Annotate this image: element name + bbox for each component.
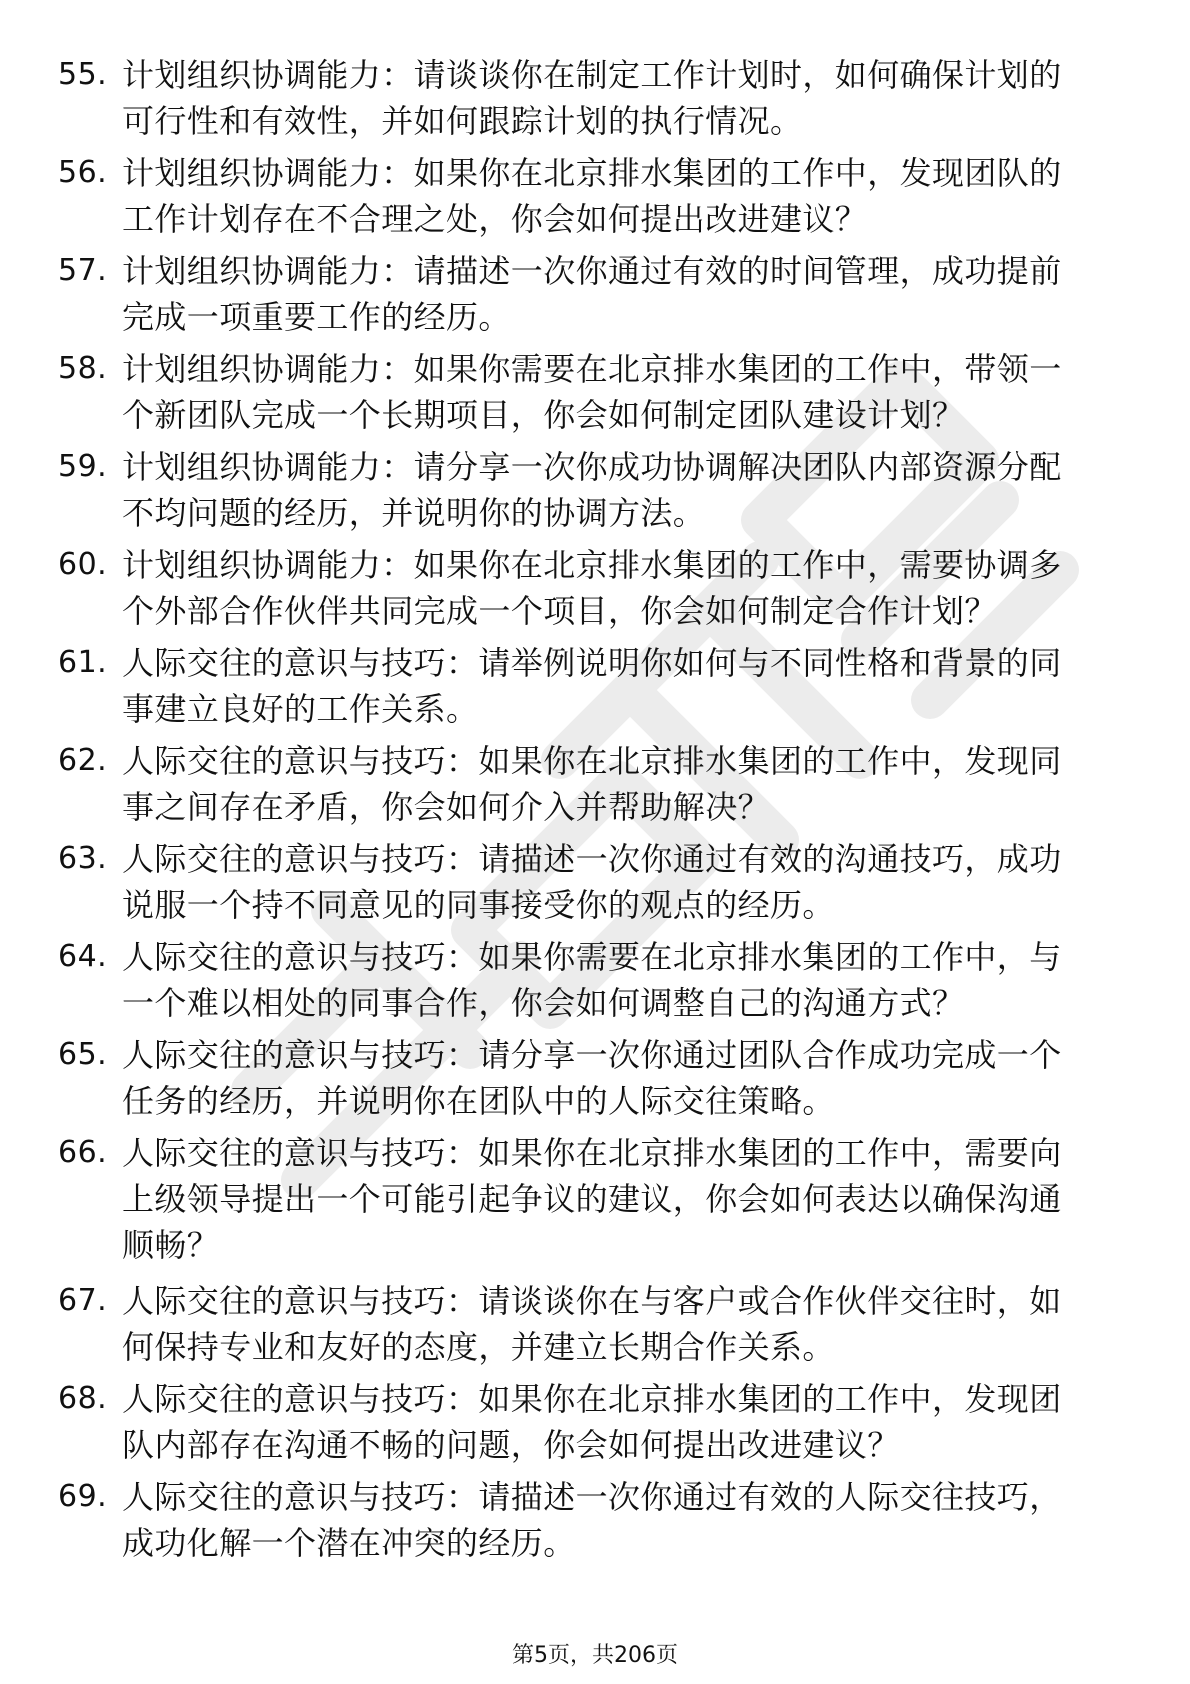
question-text: 人际交往的意识与技巧：如果你在北京排水集团的工作中，发现同事之间存在矛盾，你会如何介入并帮助解决？ [122,742,1062,826]
question-text: 计划组织协调能力：请谈谈你在制定工作计划时，如何确保计划的可行性和有效性，并如何跟踪计划的执行情况。 [122,56,1062,140]
question-number: 57. [58,253,108,288]
question-item [58,542,1118,634]
question-item [58,1130,1118,1272]
question-number: 69. [58,1479,108,1514]
question-item [58,1278,1118,1370]
question-text: 计划组织协调能力：请分享一次你成功协调解决团队内部资源分配不均问题的经历，并说明你的协调方法。 [122,448,1062,532]
question-item [58,444,1118,536]
question-number: 59. [58,449,108,484]
question-item [58,836,1118,928]
question-number: 66. [58,1135,108,1170]
question-number: 64. [58,939,108,974]
question-item [58,1474,1118,1566]
question-item [58,738,1118,830]
question-item [58,52,1118,144]
question-text: 人际交往的意识与技巧：请描述一次你通过有效的沟通技巧，成功说服一个持不同意见的同事接受你的观点的经历。 [122,840,1062,924]
question-number: 61. [58,645,108,680]
question-text: 人际交往的意识与技巧：如果你需要在北京排水集团的工作中，与一个难以相处的同事合作，你会如何调整自己的沟通方式？ [122,938,1062,1022]
question-text: 人际交往的意识与技巧：请分享一次你通过团队合作成功完成一个任务的经历，并说明你在团队中的人际交往策略。 [122,1036,1062,1120]
question-item [58,640,1118,732]
question-text: 人际交往的意识与技巧：请举例说明你如何与不同性格和背景的同事建立良好的工作关系。 [122,644,1062,728]
question-number: 63. [58,841,108,876]
question-number: 65. [58,1037,108,1072]
question-item [58,248,1118,340]
question-number: 58. [58,351,108,386]
question-text: 计划组织协调能力：如果你在北京排水集团的工作中，需要协调多个外部合作伙伴共同完成一个项目，你会如何制定合作计划？ [122,546,1062,630]
question-number: 68. [58,1381,108,1416]
question-item [58,346,1118,438]
question-item [58,1032,1118,1124]
question-text: 计划组织协调能力：如果你在北京排水集团的工作中，发现团队的工作计划存在不合理之处，你会如何提出改进建议？ [122,154,1062,238]
question-text: 计划组织协调能力：请描述一次你通过有效的时间管理，成功提前完成一项重要工作的经历。 [122,252,1062,336]
question-list [58,52,1118,1572]
question-text: 计划组织协调能力：如果你需要在北京排水集团的工作中，带领一个新团队完成一个长期项目，你会如何制定团队建设计划？ [122,350,1062,434]
question-number: 55. [58,57,108,92]
question-number: 56. [58,155,108,190]
question-item [58,1376,1118,1468]
question-text: 人际交往的意识与技巧：如果你在北京排水集团的工作中，发现团队内部存在沟通不畅的问题，你会如何提出改进建议？ [122,1380,1062,1464]
question-number: 62. [58,743,108,778]
question-item [58,150,1118,242]
question-text: 人际交往的意识与技巧：请描述一次你通过有效的人际交往技巧，成功化解一个潜在冲突的经历。 [122,1478,1062,1562]
question-number: 67. [58,1283,108,1318]
question-text: 人际交往的意识与技巧：如果你在北京排水集团的工作中，需要向上级领导提出一个可能引起争议的建议，你会如何表达以确保沟通顺畅？ [122,1134,1062,1264]
question-text: 人际交往的意识与技巧：请谈谈你在与客户或合作伙伴交往时，如何保持专业和友好的态度，并建立长期合作关系。 [122,1282,1062,1366]
question-number: 60. [58,547,108,582]
question-item [58,934,1118,1026]
page-number-footer: 第5页，共206页 [512,1643,678,1668]
